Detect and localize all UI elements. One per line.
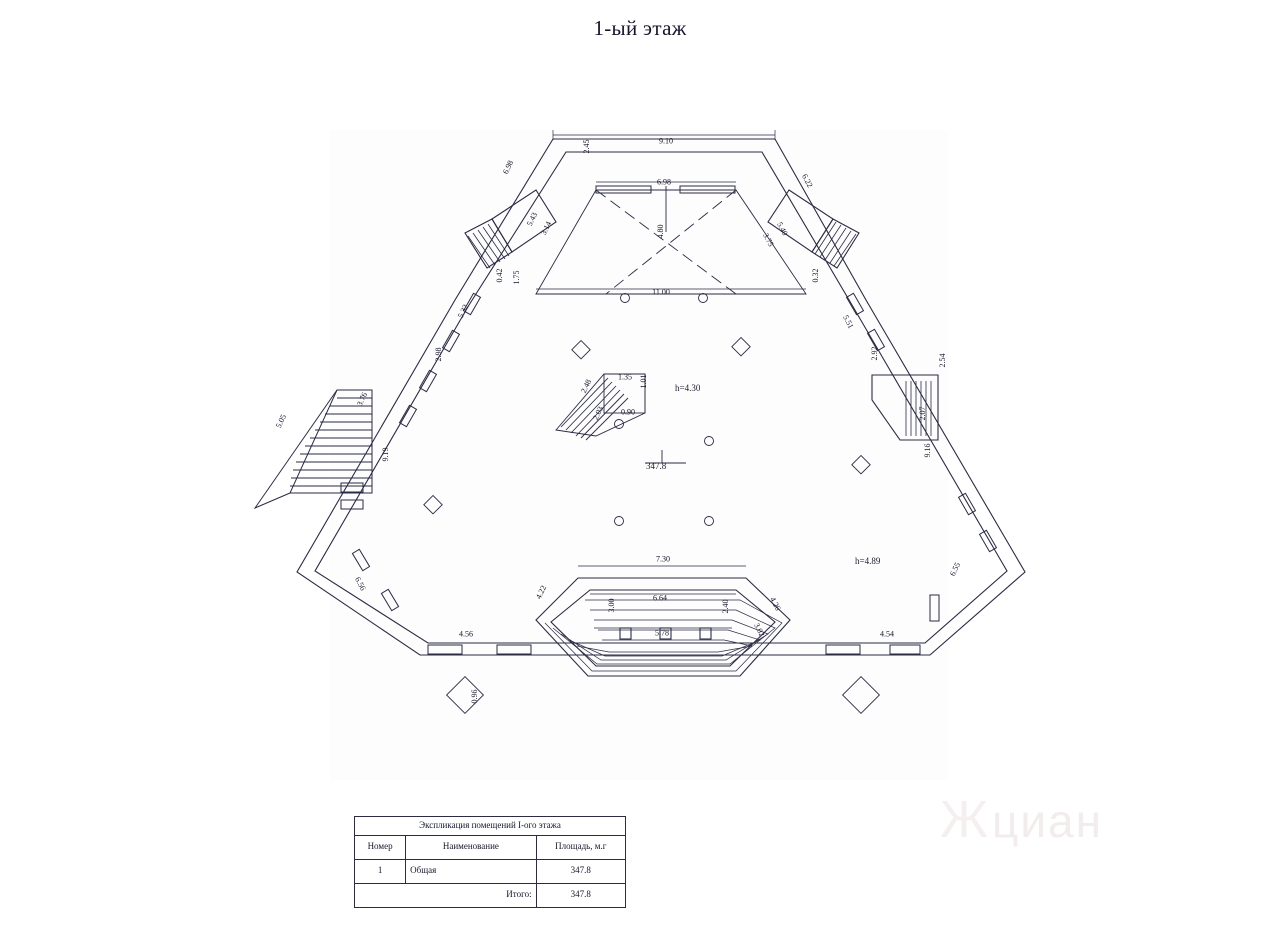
dimension-label: 5.32 xyxy=(456,302,471,320)
explication-table xyxy=(354,816,626,908)
dimension-label: 1.01 xyxy=(639,374,648,389)
dimension-label: 6.56 xyxy=(353,575,368,593)
header-area: Площадь, м.г xyxy=(536,835,625,859)
total-value: 347.8 xyxy=(536,883,625,907)
dimension-label: 6.64 xyxy=(653,593,667,603)
dimension-label: 0.96 xyxy=(470,689,479,704)
dimension-label: 0.42 xyxy=(495,268,504,283)
dimension-label: 9.16 xyxy=(923,443,932,458)
dimension-label: 5.05 xyxy=(274,412,289,430)
dimension-label: 1.75 xyxy=(512,270,521,285)
dimension-label: 4.22 xyxy=(534,583,549,601)
dimension-label: 11.00 xyxy=(652,287,670,297)
dimension-label: 3.14 xyxy=(539,219,554,237)
table-total-row xyxy=(355,883,626,907)
dimension-label: 2.40 xyxy=(721,599,730,614)
dimension-label: 5.43 xyxy=(525,210,540,228)
dimension-label: 4.26 xyxy=(768,595,783,613)
total-label: Итого: xyxy=(355,883,537,907)
dimension-label: 6.98 xyxy=(501,158,516,176)
height-label-left: h=4.30 xyxy=(675,383,701,393)
table-caption: Экспликация помещений I-ого этажа xyxy=(355,817,626,836)
height-label-right: h=4.89 xyxy=(855,556,881,566)
cell-number: 1 xyxy=(355,859,406,883)
level-mark-label: 347.8 xyxy=(646,461,667,471)
dimension-label: 5.78 xyxy=(655,628,669,638)
dimension-label: 2.92 xyxy=(870,346,879,361)
dimension-label: 0.32 xyxy=(811,268,820,283)
dimension-label: 5.40 xyxy=(775,220,790,238)
dimension-label: 6.98 xyxy=(657,177,671,187)
dimension-label: 3.00 xyxy=(607,598,616,613)
header-name: Наименование xyxy=(406,835,536,859)
dimension-label: 3.75 xyxy=(761,231,776,249)
header-number: Номер xyxy=(355,835,406,859)
dimension-label: 2.03 xyxy=(591,404,606,422)
dimension-label: 6.22 xyxy=(800,172,815,190)
dimension-label: 0.90 xyxy=(621,407,635,417)
dimension-label: 4.56 xyxy=(459,629,473,639)
watermark xyxy=(940,790,1103,850)
dimension-label: 7.30 xyxy=(656,554,670,564)
dimension-label: 1.35 xyxy=(618,372,632,382)
dimension-label: 9.10 xyxy=(659,136,673,146)
table-caption-row xyxy=(355,817,626,836)
watermark-mark: Ж xyxy=(940,791,991,849)
table-header-row xyxy=(355,835,626,859)
cell-area: 347.8 xyxy=(536,859,625,883)
cell-name: Общая xyxy=(406,859,536,883)
page-title: 1-ый этаж xyxy=(593,16,687,40)
dimension-label: 2.54 xyxy=(938,353,947,368)
dimension-label: 2.07 xyxy=(918,406,927,421)
dimension-label: 3.76 xyxy=(355,390,370,408)
dimension-label: 6.55 xyxy=(948,560,963,578)
dimension-label: 2.98 xyxy=(434,347,443,362)
dimension-label: 3.02 xyxy=(752,621,767,639)
dimension-label: 9.19 xyxy=(381,447,390,462)
dimension-label: 2.48 xyxy=(579,377,594,395)
table-row xyxy=(355,859,626,883)
dimension-label: 4.54 xyxy=(880,629,894,639)
watermark-text: циан xyxy=(992,795,1104,847)
dimension-label: 4.80 xyxy=(656,224,665,239)
dimension-label: 5.51 xyxy=(841,313,856,331)
dimension-label: 2.45 xyxy=(582,139,591,154)
